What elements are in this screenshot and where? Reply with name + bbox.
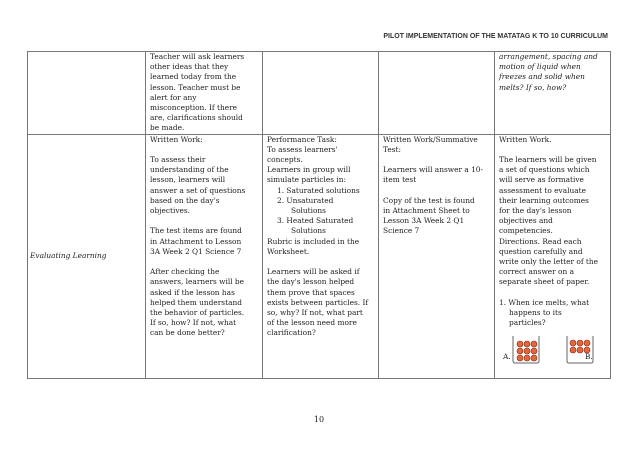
text-line: objectives. <box>150 206 191 216</box>
text-line: Learners in group will <box>267 165 351 175</box>
text-line: can be done better? <box>150 328 225 338</box>
text-line: a set of questions which <box>499 165 590 175</box>
performance-task-cell <box>263 134 379 378</box>
saturation-list <box>267 186 374 237</box>
text-line <box>267 257 374 267</box>
text-line: Science 7 <box>383 226 420 236</box>
text-line: Written Work/Summative <box>383 134 478 144</box>
text-line: in Attachment to Lesson <box>150 236 242 246</box>
text-line: other ideas that they <box>150 62 229 72</box>
text-line: misconception. If there <box>150 103 238 113</box>
text-line: arrangement, spacing and <box>499 52 598 61</box>
page-number: 10 <box>313 415 325 424</box>
text-line: their learning outcomes <box>499 195 589 205</box>
text-line: are, clarifications should <box>150 113 243 123</box>
text-line: Test: <box>383 144 401 154</box>
row1-empty-cell <box>263 52 379 135</box>
option-b-label: B. <box>585 352 593 362</box>
text-line: lesson. Teacher must be <box>150 82 241 92</box>
particle <box>517 341 523 347</box>
text-line <box>499 288 606 298</box>
evaluating-learning-label: Evaluating Learning <box>28 134 146 378</box>
text-line: If so, how? If not, what <box>150 318 237 328</box>
text-line: Copy of the test is found <box>383 195 475 205</box>
list-item: 1. Saturated solutions <box>277 185 360 195</box>
text-line <box>499 145 606 155</box>
written-work-cell <box>146 134 263 378</box>
text-line: Lesson 3A Week 2 Q1 <box>383 216 465 226</box>
row1-teacher-cell <box>146 52 263 135</box>
text-line: motion of liquid when <box>499 62 581 72</box>
text-line <box>383 155 490 165</box>
particle <box>524 348 530 354</box>
text-line: The test items are found <box>150 226 242 236</box>
text-line: freezes and solid when <box>499 72 585 82</box>
text-line: clarification? <box>267 328 316 338</box>
formative-assessment-cell <box>495 134 611 378</box>
text-line: To assess their <box>150 155 206 165</box>
particle <box>570 340 576 346</box>
text-line: be made. <box>150 123 185 133</box>
particle <box>517 348 523 354</box>
page-header: PILOT IMPLEMENTATION OF THE MATATAG K TO 10 CURRICULUM <box>383 33 608 40</box>
text-line: After checking the <box>150 267 220 277</box>
row1-question-cell <box>495 52 611 135</box>
particle <box>531 341 537 347</box>
particle <box>517 355 523 361</box>
particle <box>531 348 537 354</box>
particle <box>577 340 583 346</box>
question-line: happens to its <box>509 308 562 318</box>
text-line: understanding of the <box>150 165 229 175</box>
text-line: helped them understand <box>150 297 242 307</box>
text-line: Teacher will ask learners <box>150 52 245 61</box>
list-item: 2. Unsaturated <box>277 195 334 205</box>
text-line: melts? If so, how? <box>499 82 567 92</box>
text-line: based on the day's <box>150 195 220 205</box>
text-line: objectives and <box>499 216 553 226</box>
beaker-a-icon <box>511 334 541 364</box>
text-line: them prove that spaces <box>267 287 355 297</box>
text-line: Performance Task: <box>267 134 337 144</box>
text-line: the day's lesson helped <box>267 277 355 287</box>
text-line: item test <box>383 175 417 185</box>
text-line: To assess learners' <box>267 144 338 154</box>
text-line: Learners will be asked if <box>267 267 360 277</box>
text-line: answers, learners will be <box>150 277 245 287</box>
list-item: 3. Heated Saturated <box>277 216 354 226</box>
text-line: separate sheet of paper. <box>499 277 590 287</box>
text-line: the behavior of particles. <box>150 308 245 318</box>
list-item: Solutions <box>291 226 326 236</box>
list-item: Solutions <box>291 206 326 216</box>
text-line: Rubric is included in the <box>267 236 360 246</box>
text-line: Directions. Read each <box>499 236 582 246</box>
text-line: answer a set of questions <box>150 185 246 195</box>
text-line: for the day's lesson <box>499 206 572 216</box>
particle <box>570 347 576 353</box>
text-line <box>150 145 258 155</box>
text-line: lesson, learners will <box>150 175 226 185</box>
question-line: 1. When ice melts, what <box>499 297 590 307</box>
text-line: concepts. <box>267 155 303 165</box>
question-1 <box>499 298 606 329</box>
text-line: of the lesson need more <box>267 318 357 328</box>
text-line: will serve as formative <box>499 175 584 185</box>
lesson-plan-table <box>27 51 611 379</box>
text-line: question carefully and <box>499 246 583 256</box>
text-line <box>383 186 490 196</box>
text-line <box>150 216 258 226</box>
text-line: Written Work. <box>499 134 552 144</box>
text-line: Worksheet. <box>267 246 310 256</box>
text-line: exists between particles. If <box>267 297 369 307</box>
particle <box>531 355 537 361</box>
option-a-label: A. <box>503 352 511 362</box>
text-line: asked if the lesson has <box>150 287 235 297</box>
particle <box>577 347 583 353</box>
table-row <box>28 134 611 378</box>
question-line: particles? <box>509 318 546 328</box>
text-line: alert for any <box>150 92 197 102</box>
answer-options <box>499 332 606 370</box>
text-line <box>150 257 258 267</box>
text-line: Written Work: <box>150 134 203 144</box>
table-row <box>28 52 611 135</box>
particle <box>524 341 530 347</box>
text-line: The learners will be given <box>499 155 597 165</box>
text-line: correct answer on a <box>499 267 574 277</box>
text-line: simulate particles in: <box>267 175 347 185</box>
particle <box>584 340 590 346</box>
text-line: learned today from the <box>150 72 237 82</box>
text-line: in Attachment Sheet to <box>383 206 470 216</box>
text-line: write only the letter of the <box>499 257 599 267</box>
text-line: 3A Week 2 Q1 Science 7 <box>150 246 242 256</box>
particle <box>524 355 530 361</box>
summative-test-cell <box>379 134 495 378</box>
text-line: Learners will answer a 10- <box>383 165 483 175</box>
text-line: competencies. <box>499 226 553 236</box>
row1-label-cell <box>28 52 146 135</box>
row1-empty-cell <box>379 52 495 135</box>
text-line: so, why? If not, what part <box>267 308 363 318</box>
text-line: assessment to evaluate <box>499 185 587 195</box>
